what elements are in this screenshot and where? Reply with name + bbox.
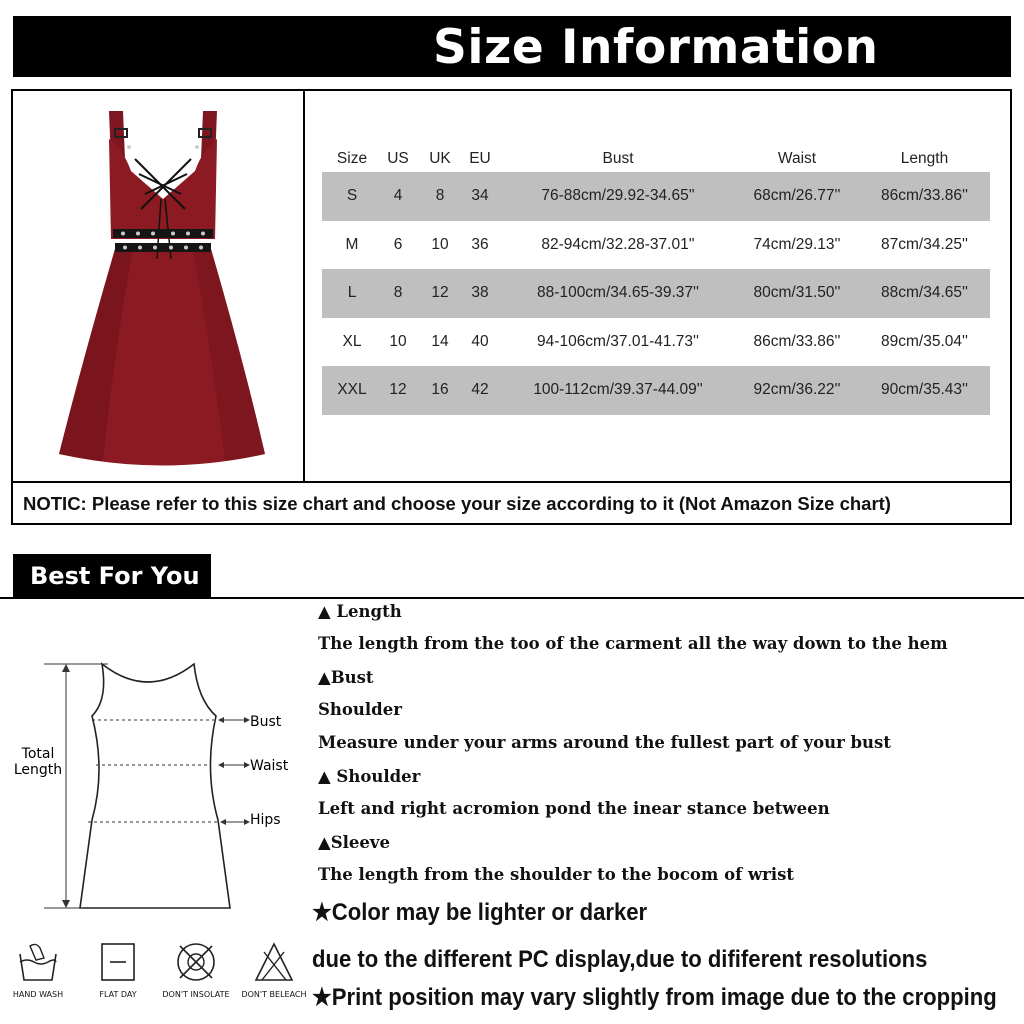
care-item (156, 940, 236, 999)
table-cell: 94-106cm/37.01-41.73'' (537, 332, 699, 350)
table-cell: 36 (471, 235, 489, 253)
total-length-label: Total (21, 746, 55, 762)
table-cell: 86cm/33.86'' (753, 332, 841, 350)
guide-text: Shoulder (318, 700, 402, 719)
table-cell: 88-100cm/34.65-39.37'' (537, 284, 699, 302)
table-cell: 8 (435, 187, 445, 205)
column-header: Bust (602, 150, 634, 167)
flat-dry-icon (96, 940, 140, 984)
table-cell: 90cm/35.43'' (881, 381, 968, 399)
guide-text: The length from the shoulder to the bocom of wrist (318, 865, 795, 884)
note-text: due to the different PC display,due to dififerent resolutions (312, 946, 928, 973)
column-header: UK (429, 150, 451, 167)
page-title: Size Information (433, 20, 879, 75)
note-text: ★Print position may vary slightly from image due to the cropping (312, 984, 997, 1011)
hips-label: Hips (250, 812, 281, 828)
table-cell: M (345, 235, 359, 253)
table-cell: 68cm/26.77'' (753, 187, 841, 205)
table-cell: 16 (431, 381, 449, 399)
note-text: ★Color may be lighter or darker (312, 899, 648, 926)
table-cell: 74cm/29.13'' (753, 235, 841, 253)
table-cell: 10 (389, 332, 407, 350)
table-cell: 100-112cm/39.37-44.09'' (533, 381, 703, 399)
table-header-row (322, 146, 990, 172)
table-cell: XXL (337, 381, 367, 399)
column-header: Length (900, 150, 949, 167)
table-cell: 12 (389, 381, 407, 399)
guide-text: Measure under your arms around the fullest part of your bust (318, 733, 891, 752)
dress-outline (80, 664, 230, 908)
table-cell: 87cm/34.25'' (881, 235, 968, 253)
column-header: US (387, 150, 409, 167)
table-row (322, 366, 990, 415)
dress-product-image (53, 99, 273, 479)
table-cell: L (347, 284, 357, 302)
table-cell: 92cm/36.22'' (753, 381, 841, 399)
care-label: DON'T INSOLATE (162, 990, 230, 999)
table-cell: 86cm/33.86'' (881, 187, 968, 205)
guide-heading: ▲Sleeve (318, 833, 390, 852)
table-cell: XL (342, 332, 362, 350)
hand-wash-icon (16, 940, 60, 984)
table-cell: 8 (393, 284, 403, 302)
guide-heading: ▲ Length (318, 602, 402, 621)
divider (13, 481, 1010, 483)
table-cell: 80cm/31.50'' (753, 284, 841, 302)
table-cell: 4 (393, 187, 403, 205)
table-cell: 10 (431, 235, 449, 253)
waist-label: Waist (250, 758, 289, 774)
guide-heading: ▲Bust (318, 668, 374, 687)
table-cell: 89cm/35.04'' (881, 332, 968, 350)
column-header: Size (336, 150, 368, 167)
table-cell: 88cm/34.65'' (881, 284, 968, 302)
divider (0, 597, 1024, 599)
table-cell: 6 (393, 235, 403, 253)
table-cell: 14 (431, 332, 449, 350)
care-label: DON'T BELEACH (241, 990, 307, 999)
guide-heading: ▲ Shoulder (318, 767, 421, 786)
guide-text: Left and right acromion pond the inear stance between (318, 799, 830, 818)
total-length-label: Length (13, 762, 63, 778)
table-row (322, 221, 990, 270)
do-not-insolate-icon (174, 940, 218, 984)
column-header: EU (469, 150, 491, 167)
best-for-you-label: Best For You (30, 562, 200, 590)
table-row (322, 318, 990, 367)
table-cell: 38 (471, 284, 489, 302)
care-item (234, 940, 314, 999)
do-not-bleach-icon (252, 940, 296, 984)
guide-text: The length from the too of the carment all the way down to the hem (318, 634, 948, 653)
table-cell: 40 (471, 332, 489, 350)
care-label: HAND WASH (12, 990, 64, 999)
table-cell: 76-88cm/29.92-34.65'' (541, 187, 695, 205)
bust-label: Bust (250, 714, 282, 730)
table-row (322, 269, 990, 318)
care-label: FLAT DAY (99, 990, 137, 999)
size-table (322, 146, 990, 415)
size-chart-notice: NOTIC: Please refer to this size chart and choose your size according to it (Not Amazon Size chart) (23, 493, 891, 514)
column-header: Waist (777, 150, 817, 167)
table-cell: 12 (431, 284, 449, 302)
table-cell: S (346, 187, 358, 205)
title-bar (13, 16, 1011, 77)
best-for-you-tab (13, 554, 211, 598)
divider (303, 91, 305, 481)
table-cell: 82-94cm/32.28-37.01'' (541, 235, 695, 253)
table-cell: 42 (471, 381, 489, 399)
table-cell: 34 (471, 187, 489, 205)
care-item (0, 940, 78, 999)
measurement-diagram (8, 650, 308, 920)
care-item (78, 940, 158, 999)
table-row (322, 172, 990, 221)
